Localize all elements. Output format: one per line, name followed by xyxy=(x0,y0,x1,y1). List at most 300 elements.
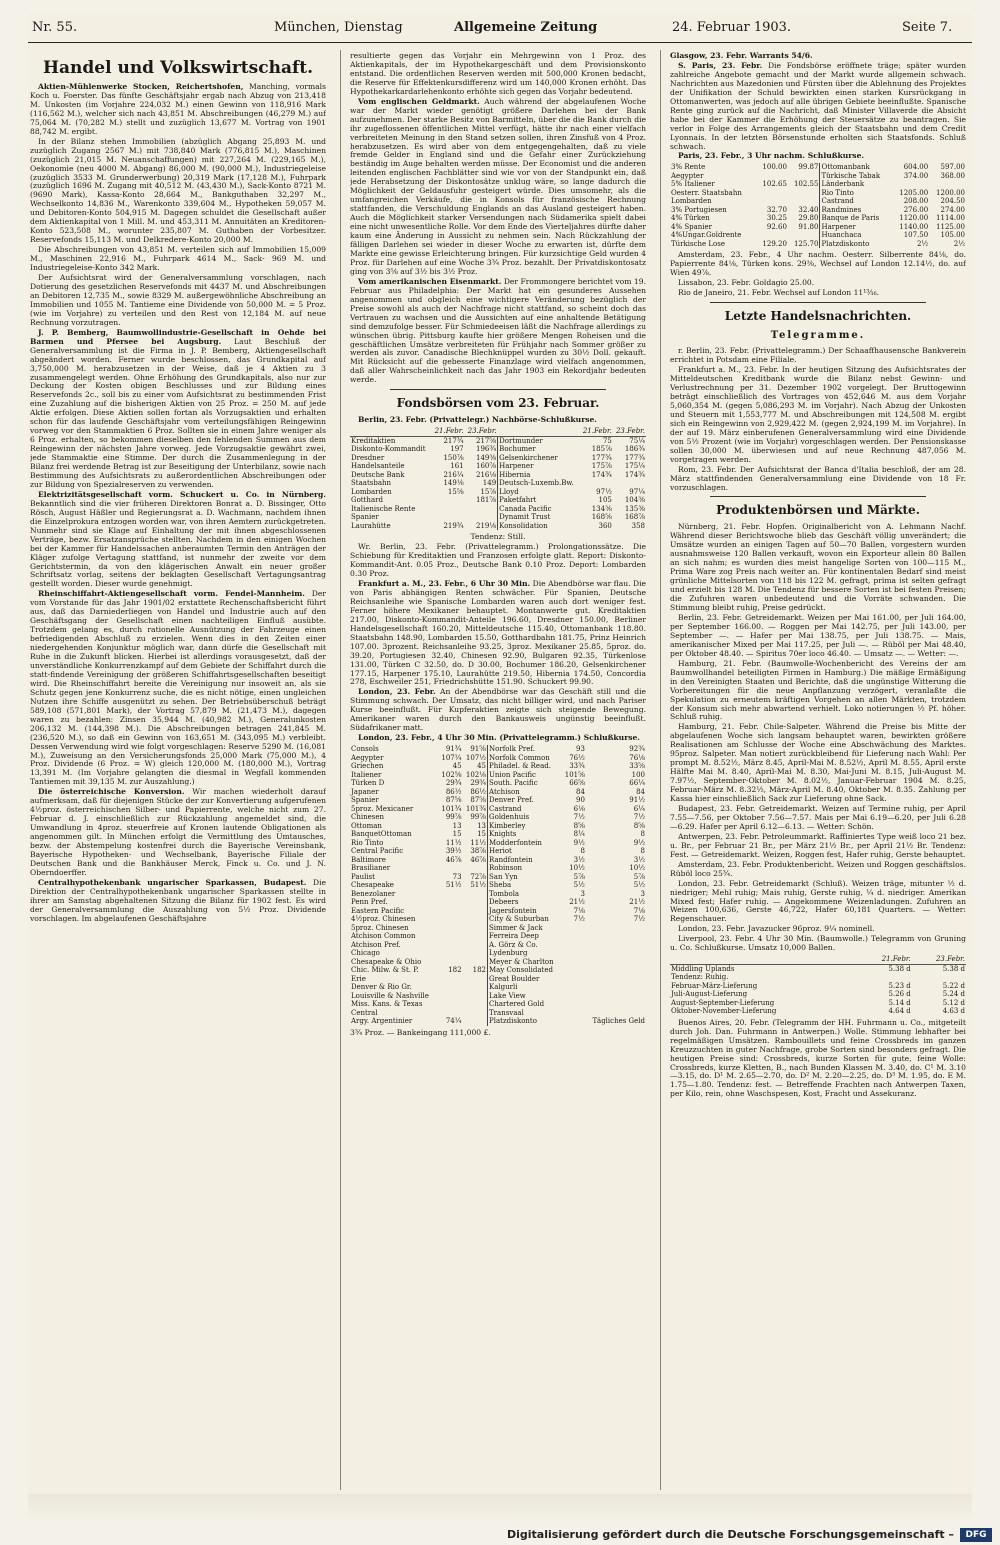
table-cell: Harpener xyxy=(498,462,580,471)
table-cell: Great Boulder xyxy=(488,975,562,984)
table-cell xyxy=(788,172,820,181)
table-cell: 9½ xyxy=(633,838,645,847)
table-cell: 4% Spanier xyxy=(671,222,713,231)
stock-row xyxy=(350,907,646,916)
article-paragraph: Frankfurt a. M., 23. Febr., 6 Uhr 30 Min. Die Abendbörse war flau. Die von Paris abhängigen Renten schwächer. Für Spanien, Deutsche Reichsanleihe wie Spanische Lombarden waren auch dort weniger fest. Ferner höhere Mexikaner behauptet. Montanwerte gut. Kreditaktien 217.00, Diskonto-Kommandit-Anteile 196.60, Dresdner 150.00, Berliner Handelsgesellschaft 160.20, Mitteldeutsche 115.40, Ottomanbank 118.80. Staatsbahn 148.90, Lombarden 15.50, Gotthardbahn 181.75, Prinz Heinrich 107.00. 3prozent. Reichsanleihe 93.25, 3proz. Mexikaner 25.85, 5proz. do. 39.20, Portugiesen 32.40, Chinesen 92.90, Bulgaren 92.35, Türkenlose 131.00, Türken C 32.50, do. D 30.00, Bochumer 186.20, Gelsenkirchener 177.15, Harpener 175.10, Laurahütte 219.50, Hibernia 174.50, Concordia 278, Eschweiler 251, Friedrichshütte 151.90. Schuckert 99.90. xyxy=(350,578,646,687)
newspaper-page xyxy=(28,14,972,1494)
subsection-heading: Telegramme. xyxy=(770,330,866,342)
table-cell xyxy=(438,958,462,967)
table-cell: Italienische Rente xyxy=(351,504,416,513)
table-cell: 66¼ xyxy=(629,779,645,788)
article-paragraph: Antwerpen, 23. Febr. Petroleummarkt. Raffiniertes Type weiß loco 21 bez. u. Br., per Februar 21 Br., per März 21½ Br., per April 21½ Br. Tendenz: Fest. — Getreidemarkt. Weizen, Roggen fest, Hafer ruhig, Gerste behauptet. xyxy=(670,831,966,859)
table-cell xyxy=(438,932,462,941)
table-cell: 3 xyxy=(640,889,645,898)
table-cell: 8 xyxy=(640,830,645,839)
table-cell: Chicago xyxy=(351,949,380,958)
table-cell xyxy=(788,189,820,198)
stock-row xyxy=(350,941,646,950)
table-cell: 29¾ xyxy=(470,779,487,788)
table-cell xyxy=(561,932,585,941)
stock-row xyxy=(350,1000,646,1009)
table-cell: Canada Pacific xyxy=(498,505,580,514)
table-cell: 3% Rente xyxy=(671,163,706,172)
table-cell: 99⅞ xyxy=(445,813,462,822)
table-cell xyxy=(580,479,613,488)
table-cell: Türkische Tabak xyxy=(820,172,893,181)
table-cell: 149⅛ xyxy=(443,479,464,488)
table-cell: 101¾ xyxy=(441,804,462,813)
stock-row xyxy=(350,513,646,522)
article-paragraph: London, 23. Febr. An der Abendbörse war das Geschäft still und die Stimmung schwach. Der Umsatz, das nicht billiger wird, und nach Pariser Kurse beeinflußt. Für Kupferaktien zeigte sich steigende Bewegung. Amerikaner waren durch den Bankausweis ungünstig beeinflußt. Südafrikaner matt. xyxy=(350,687,646,733)
article-paragraph: resultierte gegen das Vorjahr ein Mehrgewinn von 1 Proz. des Aktienkapitals, der im Hypothekargeschäft und dem Provisionskonto entstand. Die ordentlichen Reserven werden mit 500,000 Kronen bedacht, die Reserve für Effektenkursdifferenz wird um 140,000 Kronen erhöht. Das Hypothekarkardarlehenkonto erhöhte sich gegen das Vorjahr bedeutend. xyxy=(350,52,646,96)
table-cell: Central xyxy=(351,1008,378,1017)
table-cell: 3½ xyxy=(633,855,645,864)
table-cell xyxy=(788,197,820,206)
stock-row xyxy=(350,949,646,958)
table-cell: 84 xyxy=(636,787,645,796)
table-cell: Chartered Gold xyxy=(488,1000,562,1009)
cotton-row xyxy=(670,973,966,982)
table-cell xyxy=(892,180,929,189)
table-cell: Huanchaca xyxy=(820,231,893,240)
table-cell: Aegypter xyxy=(671,171,704,180)
stock-table-london xyxy=(350,745,646,1026)
table-cell: 74¼ xyxy=(445,1017,462,1026)
stock-row xyxy=(670,163,966,172)
stock-row xyxy=(350,847,646,856)
table-cell: 13 xyxy=(452,821,462,830)
section-heading: Handel und Volkswirtschaft. xyxy=(42,58,314,78)
table-cell: 32.40 xyxy=(798,205,819,214)
market-tendency: Tendenz: Still. xyxy=(470,532,526,542)
table-cell: Debeers xyxy=(488,898,562,907)
table-cell: 3 xyxy=(580,889,585,898)
table-cell: Norfolk Pref. xyxy=(488,745,562,754)
table-cell: 4.63 d xyxy=(942,1007,965,1016)
table-cell: Chinesen xyxy=(351,813,384,822)
table-cell xyxy=(463,983,488,992)
table-cell: 182 xyxy=(472,966,487,975)
table-cell xyxy=(432,513,465,522)
table-cell: Ferreira Deep xyxy=(488,932,562,941)
table-cell: 4.64 d xyxy=(888,1007,911,1016)
table-cell: Länderbank xyxy=(820,180,893,189)
table-cell: Chesapeake & Ohio xyxy=(351,957,422,966)
stock-row xyxy=(350,975,646,984)
table-cell: 368.00 xyxy=(940,171,965,180)
table-cell xyxy=(463,958,488,967)
table-cell: Oktober-November-Lieferung xyxy=(671,1007,777,1016)
table-cell: Ottoman xyxy=(351,821,382,830)
table-cell: Paulist xyxy=(351,872,375,881)
article-paragraph: r. Berlin, 23. Febr. (Privattelegramm.) Der Schaaffhausensche Bankverein errichtet in Potsdam eine Filiale. xyxy=(670,346,966,365)
table-cell xyxy=(586,992,646,1001)
table-cell xyxy=(756,197,787,206)
table-cell xyxy=(463,924,488,933)
place-date: München, Dienstag xyxy=(274,20,403,35)
stock-row xyxy=(350,822,646,831)
table-cell: 21½ xyxy=(629,898,645,907)
stock-row xyxy=(670,214,966,223)
stock-row xyxy=(350,771,646,780)
table-cell: Dortmunder xyxy=(498,436,580,445)
article-paragraph: Buenos Aires, 20. Febr. (Telegramm der HH. Fuhrmann u. Co., mitgeteilt durch Joh. Dan. Fuhrmann in Antwerpen.) Wolle. Stimmung lebhafter bei regelmäßigen Umsätzen. Rambouillets und feine Crossbreds im ganzen Kreuzzuchten in guter Nachfrage, grobe Sorten sind besonders gefragt. Die heutigen Preise sind: Crossbreds, kurze Sorten für gute, feine Wolle: Crossbreds, kurze Kletten, B., nach Bunden Klassen M. 3.40, do. C¹ M. 3.10—3.15, do. D¹ M. 2.65—2.70, do. D² M. 2.20—2.25, do. D³ M. 1.95, do. E M. 1.75—1.80. Tendenz: fest. — Betreffende Frachten nach Antwerpen Taxen, per Kilo, rein, ohne Waschspesen, Kost, Fracht und Assekuranz. xyxy=(670,1017,966,1099)
table-cell: 5⅞ xyxy=(573,872,585,881)
table-cell: Paketfahrt xyxy=(498,496,580,505)
cotton-table-liverpool: 21.Febr. 23.Febr. Middling Uplands 5.38 d 5.38 d Tendenz: Ruhig. Februar-März-Lieferung 5.23 d 5.22 d Juli-August-Lieferung 5.26 d 5.24 d August-September-Lieferung 5.14 d 5.12 d Oktober-November-Lieferung 4.64 d 4.63 d xyxy=(671,955,965,1016)
table-cell xyxy=(561,1009,585,1018)
table-cell: Hibernia xyxy=(498,471,580,480)
table-cell: Heriot xyxy=(488,847,562,856)
table-cell: 33⅝ xyxy=(629,762,645,771)
table-cell: Norfolk Common xyxy=(488,754,562,763)
table-cell xyxy=(463,1017,488,1026)
table-cell: Jagersfontein xyxy=(488,907,562,916)
table-cell: Kreditaktien xyxy=(351,436,396,445)
table-cell: Rio Tinto xyxy=(351,838,384,847)
table-cell: 196¾ xyxy=(476,445,497,454)
stock-row xyxy=(350,924,646,933)
article-paragraph: Amsterdam, 23. Febr., 4 Uhr nachm. Oesterr. Silberrente 84⅛, do. Papierrente 84⅛, Türken kons. 29⅜, Wechsel auf London 12.14½, do. auf Wien 49⅞. xyxy=(670,250,966,278)
table-cell: 7⅛ xyxy=(573,906,585,915)
table-cell xyxy=(756,231,787,240)
table-cell: 8 xyxy=(640,847,645,856)
table-cell xyxy=(438,949,462,958)
table-cell: Modderfontein xyxy=(488,839,562,848)
table-cell: 38⅞ xyxy=(470,847,487,856)
table-cell: Banque de Paris xyxy=(820,214,893,223)
table-cell: Gotthard xyxy=(351,496,383,505)
table-cell: City & Suburban xyxy=(488,915,562,924)
table-cell: 102.65 xyxy=(762,180,787,189)
table-cell xyxy=(756,172,787,181)
stock-row xyxy=(350,454,646,463)
table-cell: Lombarden xyxy=(351,487,392,496)
table-cell xyxy=(929,180,966,189)
stock-row xyxy=(350,992,646,1001)
table-cell: 73 xyxy=(452,872,462,881)
dfg-logo: DFG xyxy=(960,1528,992,1542)
table-cell xyxy=(463,992,488,1001)
table-cell: 274.00 xyxy=(940,205,965,214)
table-cell: 1114.00 xyxy=(936,214,965,223)
section-rule xyxy=(390,389,606,390)
table-cell: 3½ xyxy=(573,855,585,864)
table-cell: 5.26 d xyxy=(888,990,911,999)
table-cell: 186¾ xyxy=(624,445,645,454)
table-cell: 8⅝ xyxy=(633,821,645,830)
table-cell: 102⅛ xyxy=(465,770,487,779)
article-paragraph: London, 23. Febr. Getreidemarkt (Schluß). Weizen träge, mitunter ½ d. niedriger; Mehl ruhig; Mais ruhig, Gerste ruhig, ¼ d. niedriger. Amerikan Mixed fest; Hafer ruhig. — Angekommene Weizenladungen. Zufuhren an Weizen 100,636, Gerste 46,722, Hafer 60,181 Quarters. — Wetter: Regenschauer. xyxy=(670,878,966,924)
stock-row xyxy=(350,932,646,941)
table-cell: 175¼ xyxy=(624,462,645,471)
table-cell xyxy=(561,992,585,1001)
table-cell: 185⅞ xyxy=(591,445,612,454)
stock-row xyxy=(670,189,966,198)
table-cell: Lombarden xyxy=(671,197,712,206)
article-paragraph: Frankfurt a. M., 23. Febr. In der heutigen Sitzung des Aufsichtsrates der Mitteldeutschen Kreditbank wurde die Bilanz nebst Gewinn- und Verlustrechnung per 31. Dezember 1902 vorgelegt. Der Bruttogewinn beträgt einschließlich des Vortrages von 452,646 M. aus dem Vorjahr 5,060,354 M. (gegen 5,086,293 M. im Vorjahr). Nach Abzug der Unkosten und Steuern mit 1,553,777 M. und Abschreibungen mit 124,508 M. ergibt sich ein Reingewinn von 2,929,422 M. (gegen 2,924,199 M. im Vorjahre). In der auf 19. März einberufenen Generalversammlung wird eine Dividende von 5½ Prozent (wie im Vorjahr) vorgeschlagen werden. Der Pensionskasse sollen 30,000 M. überwiesen und auf neue Rechnung 487,056 M. vorgetragen werden. xyxy=(670,365,966,464)
article-paragraph: Rheinschiffahrt-Aktiengesellschaft vorm. Fendel-Mannheim. Der vom Vorstande für das Jahr 1901/02 erstattete Rechenschaftsbericht führt aus, daß das Darniederliegen von Handel und Industrie auch auf den Geschäftsgang der Gesellschaft einen nachteiligen Einfluß ausübte. Trotzdem gelang es, durch rationelle Ausnützung der Fahrzeuge einen befriedigenden Abschluß zu erzielen. Wenn dies in den Zeiten einer niedergehenden Konjunktur möglich war, dann dürfe die Gesellschaft mit Ruhe in die Zukunft blicken. Hierbei ist allerdings vorausgesetzt, daß der unverständliche Konkurrenzkampf auf dem Gebiete der Schiffahrt durch die statt-findende Vereinigung der größeren Schiffahrtsgesellschaften beseitigt wird. Die Rheinschiffahrt bereite die Vereinigung nur insoweit an, als sie Schutz gegen jene Konkurrenz suche, die es nicht nötige, einen ungleichen Nutzen ihre Schiffe ausgenützt zu sehen. Der Betriebsüberschuß beträgt 589,108 (571,801 Mark), der Vortrag 57,879 M. (21,473 M.), dagegen waren zu bezahlen: Zinsen 35,944 M. (40,982 M.), Generalunkosten 206,132 M. (144,398 M.). Die Abschreibungen betragen 241,845 M. (236,520 M.), so daß ein Gewinn von 163,651 M. (343,095 M.) verbleibt. Dessen Verwendung wird wie folgt vorgeschlagen: Reserve 5290 M. (16,081 M.), Zuweisung an den Versicherungsfonds 25,000 Mark (75,000 M.), 4 Proz. Dividende (6 Proz. = W) gleich 120,000 M. (180,000 M.), Vortrag 13,391 M. (Im Vorjahre gelangten die diesmal in Wegfall kommenden Tantiemen mit 39,135 M. zur Auszahlung.) xyxy=(30,589,326,787)
table-cell: 15 xyxy=(477,830,487,839)
table-cell: 208.00 xyxy=(903,197,929,206)
table-cell xyxy=(561,983,585,992)
article-paragraph: Die Abschreibungen von 43,851 M. verteilen sich auf Immobilien 15,009 M., Maschinen 22,916 M., Fuhrpark 4614 M., Sack- 969 M. und Industriegeleise-Konto 342 Mark. xyxy=(30,245,326,273)
table-cell: 90 xyxy=(575,796,585,805)
table-cell: Rio Tinto xyxy=(820,189,893,198)
table-cell: Lydenburg xyxy=(488,949,562,958)
table-cell: Benezolaner xyxy=(351,889,396,898)
table-cell: 5.38 d xyxy=(888,964,911,973)
article-paragraph: Die österreichische Konversion. Wir machen wiederholt darauf aufmerksam, daß für diejenigen Stücke der zur Konvertierung aufgerufenen 4½proz. österreichischen Silber- und Papierrente, welche nicht zum 27. Februar d. J. einschließlich zur Rückzahlung angemeldet sind, die Umwandlung in 4proz. steuerfreie auf Kronen lautende Obligationen als angenommen gilt. In München erfolgt die Vermittlung des Umtausches, bezw. der Abstempelung kostenfrei durch die Bayerische Vereinsbank, Bayerische Hypotheken- und Wechselbank, Bayerische Filiale der Deutschen Bank und die Bankhäuser Merck, Finck u. Co. und J. N. Oberndoerffer. xyxy=(30,787,326,877)
table-cell: 1200.00 xyxy=(936,188,965,197)
table-cell: Diskonto-Kommandit xyxy=(351,445,426,454)
table-cell: 11½ xyxy=(470,838,487,847)
table-cell: August-September-Lieferung xyxy=(671,998,775,1007)
table-cell: 107½ xyxy=(465,753,487,762)
table-cell: Middling Uplands xyxy=(671,964,735,973)
stock-row xyxy=(350,488,646,497)
table-cell xyxy=(463,1009,488,1018)
table-cell: Transvaal xyxy=(488,1009,562,1018)
table-cell xyxy=(858,973,912,982)
section-heading: Fondsbörsen vom 23. Februar. xyxy=(396,396,600,411)
stock-row xyxy=(350,1017,646,1026)
table-cell xyxy=(463,898,488,907)
article-paragraph: Nürnberg, 21. Febr. Hopfen. Originalbericht von A. Lehmann Nachf. Während dieser Berichtswoche blieb das Geschäft völlig unverändert; die Umsätze wurden an einigen Tagen auf 50—70 Ballen, vorgestern wurden ausnahmsweise 120 Ballen verkauft, wovon ein Exporteur allein 80 Ballen an sich nahm; es wurden dies meist hangelige Sorten von 100—115 M., Prima Ware zog Preis nach weiter an. Für kontinentalen Bedarf sind meist grünliche Mittelsorten von 118 bis 122 M. gefragt, prima ist selten gefragt und erzielt bis 128 M. Die Tendenz für bessere Sorten ist bei festen Preisen; die Zufuhren waren unbedeutend und die Vorräte schwanden. Die Stimmung bleibt ruhig, Preise gedrückt. xyxy=(670,522,966,613)
table-cell xyxy=(438,1000,462,1009)
table-cell: 91¾ xyxy=(445,745,462,754)
article-paragraph: In der Bilanz stehen Immobilien (abzüglich Abgang 25,893 M. und zuzüglich Zugang 2567 M.) mit 738,840 Mark (776,815 M.), Maschinen (zuzüglich 21,015 M. Neuanschaffungen) mit 227,264 M. (229,165 M.), Oekonomie (neu 4000 M. Abgang) 86,000 M. (90,000 M.), Industriegeleise (zuzüglich 3533 M. Grunderwerbung) 20,319 Mark (17,128 M.), Fuhrpark (zuzüglich 1696 M. Zugang mit 40,512 M. (43,430 M.), Sack-Konto 8721 M. (9690 Mark), Kassa-Konto 28,664 M., Bankguthaben 32,297 M., Wechselkonto 14,836 M., Warenkonto 339,604 M., Hypotheken 59,057 M. und Debitoren-Konto 504,915 M. Dagegen schuldet die Gesellschaft außer dem Aktienkapital von 1 Mill. M. und 453,311 M. Annuitäten an Kreditoren-Konto 523,508 M., worunter 235,807 M. Guthaben der Vorbesitzer. Reservefonds 15,113 M. und Delkredere-Konto 20,000 M. xyxy=(30,136,326,245)
stock-row xyxy=(670,172,966,181)
table-cell: 177¾ xyxy=(624,453,645,462)
table-cell: 10½ xyxy=(569,864,585,873)
table-cell xyxy=(586,932,646,941)
table-cell: 175⅞ xyxy=(591,462,612,471)
table-cell: 33¾ xyxy=(569,762,585,771)
table-cell: 21½ xyxy=(569,898,585,907)
table-cell xyxy=(438,992,462,1001)
table-cell: 5⅞ xyxy=(633,872,645,881)
column-3 xyxy=(670,52,966,1490)
table-cell xyxy=(438,1009,462,1018)
table-cell: 197 xyxy=(450,445,464,454)
article-paragraph: Aktien-Mühlenwerke Stocken, Reichertshofen, Manching, vormals Koch u. Foerster. Das fünfte Geschäftsjahr ergab nach Abzug von 213,418 M. Unkosten (im Vorjahre 224,032 M.) einen Gewinn von 118,916 Mark (116,562 M.), welcher sich nach 43,851 M. Abschreibungen (46,279 M.) auf 75,064 M. (70,282 M.) stellt und zuzüglich 13,677 M. Vortrag von 1901 88,742 M. ergibt. xyxy=(30,82,326,136)
table-cell: 13 xyxy=(477,821,487,830)
table-cell: 597.00 xyxy=(940,163,965,172)
table-cell xyxy=(438,864,462,873)
stock-row xyxy=(350,898,646,907)
table-cell: Deutsch-Luxemb.Bw. xyxy=(498,479,580,488)
article-paragraph: S. Paris, 23. Febr. Die Fondsbörse eröffnete träge; später wurden zahlreiche Angebote gemacht und der Markt wurde allgemein schwach. Nachrichten aus Mazedonien und Fürsten über die Ablehnung des Projektes der Unifikation der Schuld bewirkten einen starken Kursrückgang in Ottomanwerten, was jedoch auf alle übrigen Gebiete beeinflußte. Spanische Rente ging zurück auf die Nachricht, daß Minister Villaverde die Absicht habe bei der Kammer die Erhöhung der Steuersätze zu beantragen. Sie verlor in Folge des Arrangements gleich der Staatsbahn und dem Credit Lyonnais. In der letzten Börsenstunde erholten sich Staatsfonds. Schluß schwach. xyxy=(670,60,966,151)
table-cell: Randfontein xyxy=(488,856,562,865)
cotton-row xyxy=(670,1007,966,1016)
table-cell xyxy=(463,932,488,941)
stock-row xyxy=(350,762,646,771)
stock-row xyxy=(350,436,646,445)
table-cell xyxy=(438,890,462,899)
stock-row xyxy=(350,788,646,797)
table-cell: 7½ xyxy=(573,813,585,822)
table-cell xyxy=(463,975,488,984)
stock-row xyxy=(350,958,646,967)
article-paragraph: Elektrizitätsgesellschaft vorm. Schuckert u. Co. in Nürnberg. Bekanntlich sind die vier früheren Direktoren Bonrat a. D. Bissinger, Otto Rösch, August Häßler und Regierungsrat a. D. Wachmann, nachdem ihnen die Einzelprokura entzogen worden war, von ihren Aemtern zurückgetreten. Nunmehr sind sie Klage auf Einhaltung der mit ihnen abgeschlossenen Verträge, bezw. Ersatzansprüche stellten. Nachdem in den einigen Wochen bei der Kammer für Handelssachen anberaumten Termin den Anträgen der Kläger zufolge Vertagung stattfand, ist nunmehr der zweite vor dem Gerichtstermin, da von den klägerischen Anwalt ein neuer großer Schriftsatz vorlag, seitens der beklagten Gesellschaft Vertagungsantrag gestellt worden. Dieser wurde genehmigt. xyxy=(30,489,326,589)
article-paragraph: Rio de Janeiro, 21. Febr. Wechsel auf London 11¹³⁄₁₆. xyxy=(678,288,880,298)
header-rule xyxy=(28,42,972,43)
table-cell: 8 xyxy=(580,847,585,856)
table-cell: 46⅞ xyxy=(445,855,462,864)
table-cell: 219⅛ xyxy=(476,521,497,530)
table-cell: 102.55 xyxy=(793,180,819,189)
section-rule xyxy=(710,302,926,303)
table-cell: San Yyn xyxy=(488,873,562,882)
table-cell xyxy=(561,975,585,984)
table-cell: Miss. Kans. & Texas xyxy=(351,1000,423,1009)
article-paragraph: Hamburg, 21. Febr. Chile-Salpeter. Während die Preise bis Mitte der abgelaufenen Woche sich langsam behauptet waren, bewirkten größere Realisationen am Schlusse der Woche eine Abschwächung des Marktes. 95proz. Salpeter. Man notiert zurückbleibend für Lieferung nach Wahl: Per prompt M. 8.52½, März 8.45, April-Mai M. 8.52½, April M. 8.55, April erste Hälfte Mai M. 8.40, April-Mai M. 8.30, Mai-Juni M. 8.15, Juli-August M. 7.97½, September-Oktober M. 8.02½, Januar-Februar 1904 M. 8.25, Februar-März M. 8.32½, März-April M. 8.40, Oktober M. 8.35. Zahlung per Kassa hier einschließlich Sack zur Lieferung ohne Sack. xyxy=(670,722,966,804)
table-cell xyxy=(586,975,646,984)
article-paragraph: Amsterdam, 23. Febr. Produktenbericht. Weizen und Roggen geschäftslos. Rüböl loco 25¾. xyxy=(670,859,966,878)
funding-credit: Digitalisierung gefördert durch die Deutsche Forschungsgemeinschaft – xyxy=(507,1528,954,1541)
table-cell: 129.20 xyxy=(762,239,787,248)
table-cell: Union Pacific xyxy=(488,771,562,780)
table-cell: Griechen xyxy=(351,762,384,771)
table-cell: Dresdner xyxy=(351,453,385,462)
stock-row xyxy=(350,496,646,505)
table-cell: 125.70 xyxy=(793,239,819,248)
stock-row xyxy=(350,864,646,873)
table-cell xyxy=(463,864,488,873)
table-cell xyxy=(561,941,585,950)
table-cell: 9½ xyxy=(573,838,585,847)
table-cell: Harpener xyxy=(820,223,893,232)
footer-bar xyxy=(0,1526,1000,1545)
table-cell: Italiener xyxy=(351,770,382,779)
article-paragraph: J. P. Bemberg, Baumwollindustrie-Gesellschaft in Oehde bei Barmen und Pfersee bei Augsburg. Laut Beschluß der Generalversammlung ist die Firma in J. P. Bemberg, Aktiengesellschaft abgeändert worden. Ferner wurde beschlossen, das Grundkapital auf 3,750,000 M. herabzusetzen in der Weise, daß je 4 Aktien zu 3 zusammengelegt werden. Ohne Erhöhung des Grundkapitals, also nur zur Deckung der Kosten obigen Beschlusses und zur Bildung eines Reservefonds 2c., soll bis zu einer vom Aufsichtsrat zu bestimmenden Frist eine Zuzahlung auf die bisherigen Aktien von 25 Proz. = 250 M. auf jede Aktie erfolgen. Diese Aktien sollen fortan als Vorzugsaktien und erhalten schon für das laufende Geschäftsjahr vom verteilungsfähigen Reingewinn vorweg vor den Stammaktien 6 Proz. Sollten sie in einem Jahre weniger als 6 Proz. erhalten, so bekommen dieselben den fehlenden Summen aus dem Reingewinn der nächsten Jahre vorweg. Jede Vorzugsaktie gewährt zwei, jede Stammaktie eine Stimme. Der durch die Zusammenlegung in der Bilanz frei werdende Betrag ist zur Beseitigung der Unterbilanz, sowie nach Bestimmung des Aufsichtsrats zu außerordentlichen Abschreibungen oder zur Bildung von Spezialreserven zu verwenden. xyxy=(30,327,326,489)
stock-row xyxy=(350,471,646,480)
stock-row xyxy=(350,445,646,454)
stock-row xyxy=(350,745,646,754)
table-cell: 66⅝ xyxy=(569,779,585,788)
table-cell: Staatsbahn xyxy=(351,479,392,488)
stock-row xyxy=(670,180,966,189)
table-cell: Tendenz: Ruhig. xyxy=(671,973,729,982)
table-cell: 107¼ xyxy=(441,753,462,762)
table-cell: Robinson xyxy=(488,864,562,873)
table-cell: 2½ xyxy=(916,239,929,248)
table-cell xyxy=(438,915,462,924)
table-cell: 101⅝ xyxy=(564,770,585,779)
table-cell: Meyer & Charlton xyxy=(488,958,562,967)
table-cell: 5% Italiener xyxy=(671,180,715,189)
page-fold-shadow xyxy=(28,1494,972,1522)
cotton-row xyxy=(670,999,966,1008)
table-cell: 216⅛ xyxy=(476,470,497,479)
section-heading: Produktenbörsen und Märkte. xyxy=(716,503,920,518)
table-cell: 149 xyxy=(482,479,497,488)
table-cell: 219¾ xyxy=(443,521,464,530)
stock-row xyxy=(670,206,966,215)
table-cell: 181⅞ xyxy=(476,496,497,505)
table-cell: 204.50 xyxy=(940,197,965,206)
table-cell: 92.60 xyxy=(766,222,787,231)
table-cell: 174¾ xyxy=(591,470,612,479)
page-header xyxy=(28,14,972,44)
table-cell: 105 xyxy=(598,496,612,505)
table-cell: 7½ xyxy=(633,915,645,924)
table-cell: 174¾ xyxy=(624,470,645,479)
table-cell: Konsolidation xyxy=(498,522,580,531)
stock-row xyxy=(350,805,646,814)
market-footnote: 3¾ Proz. — Bankeingang 111,000 £. xyxy=(350,1027,491,1037)
table-cell: Erie xyxy=(351,974,366,983)
table-cell xyxy=(463,907,488,916)
table-cell: 100.00 xyxy=(762,163,787,172)
table-cell: 3% Portugiesen xyxy=(671,205,727,214)
table-cell: 104⅜ xyxy=(624,496,645,505)
table-cell: 5proz. Mexicaner xyxy=(351,804,414,813)
table-cell xyxy=(561,1017,585,1026)
table-cell: 30.25 xyxy=(766,214,787,223)
table-cell xyxy=(912,973,966,982)
table-cell: 1205.00 xyxy=(899,188,929,197)
table-cell: Türkische Lose xyxy=(671,239,725,248)
table-cell: Platzdiskonto xyxy=(488,1017,562,1026)
article-paragraph: Lissabon, 23. Febr. Goldagio 25.00. xyxy=(678,278,815,288)
table-cell: 45 xyxy=(477,762,487,771)
market-report-lead: Berlin, 23. Febr. (Privattelegr.) Nachbörse-Schlußkurse. xyxy=(358,415,597,425)
table-cell xyxy=(586,941,646,950)
table-cell xyxy=(788,231,820,240)
table-cell: Platzdiskonto xyxy=(820,240,893,249)
stock-row xyxy=(350,479,646,488)
table-cell: 7½ xyxy=(633,813,645,822)
table-cell xyxy=(586,1000,646,1009)
table-cell: Spanier xyxy=(351,796,379,805)
table-cell: Lloyd xyxy=(498,488,580,497)
table-cell: 8¼ xyxy=(573,830,585,839)
table-cell: Simmer & Jack xyxy=(488,924,562,933)
table-cell: 91⅝ xyxy=(470,745,487,754)
table-cell: 2½ xyxy=(953,239,965,248)
table-cell: Denver Pref. xyxy=(488,796,562,805)
table-cell: 15⅞ xyxy=(480,487,497,496)
article-paragraph: Der Aufsichtsrat wird der Generalversammlung vorschlagen, nach Dotierung des gesetzlichen Reservefonds mit 4437 M. und Abschreibungen an Debitoren 12,735 M., sowie 8329 M. außergewöhnliche Abschreibung an Immobilien und 1055 M. Tantieme eine Dividende von 50,000 M. = 5 Proz. (wie im Vorjahre) zu verteilen und den Rest von 12,184 M. auf neue Rechnung vorzutragen. xyxy=(30,273,326,327)
table-cell: 161 xyxy=(450,462,464,471)
table-cell: 107.50 xyxy=(903,231,929,240)
table-cell xyxy=(465,513,498,522)
table-cell: Goldenhuis xyxy=(488,813,562,822)
table-cell: 99⅞ xyxy=(470,813,487,822)
table-cell: 45 xyxy=(452,762,462,771)
article-paragraph: Glasgow, 23. Febr. Warrants 54/6. xyxy=(670,52,813,60)
table-cell: Randmines xyxy=(820,206,893,215)
table-cell: 5.14 d xyxy=(888,998,911,1007)
table-cell: 11½ xyxy=(445,838,462,847)
table-cell: 1120.00 xyxy=(899,214,929,223)
table-cell xyxy=(438,907,462,916)
table-cell: 1140.00 xyxy=(899,222,929,231)
stock-row xyxy=(350,839,646,848)
table-cell: Oesterr. Staatsbahn xyxy=(671,188,742,197)
table-cell: Chic. Milw. & St. P. xyxy=(351,966,419,975)
table-cell: 75 xyxy=(602,436,612,445)
table-cell: Aegypter xyxy=(351,753,384,762)
article-paragraph: Vom amerikanischen Eisenmarkt. Der Frommongere berichtet vom 19. Februar aus Philadelphia: Der Markt hat ein gesunderes Aussehen angenommen und obgleich eine wichtigere Veränderung bezüglich der Preise sowohl als auch der Nachfrage nicht stattfand, so scheint doch das Vertrauen zu wachsen und die Aussichten auf eine anhaltende Betätigung sind demzufolge besser. Für Schmiedeeisen läßt die Nachfrage allerdings zu wünschen übrig. Pittsburg kaufte hier größere Mengen Roheisen und die geschäftlichen Umsätze verbreiteten für Frühjahr nach Sommer größer zu werden als zuvor. Canadische Blechknüppel wurden zu 30½ Doll. gekauft. Mit Rücksicht auf die gebesserte Finanzlage wird vielfach angenommen, daß aller Wahrscheinlichkeit nach das Jahr 1903 ein Rekordjahr bedeuten werde. xyxy=(350,276,646,385)
table-cell: 51½ xyxy=(445,881,462,890)
table-cell xyxy=(586,983,646,992)
column-divider xyxy=(340,50,341,1490)
table-cell xyxy=(438,983,462,992)
table-cell: 5½ xyxy=(633,881,645,890)
